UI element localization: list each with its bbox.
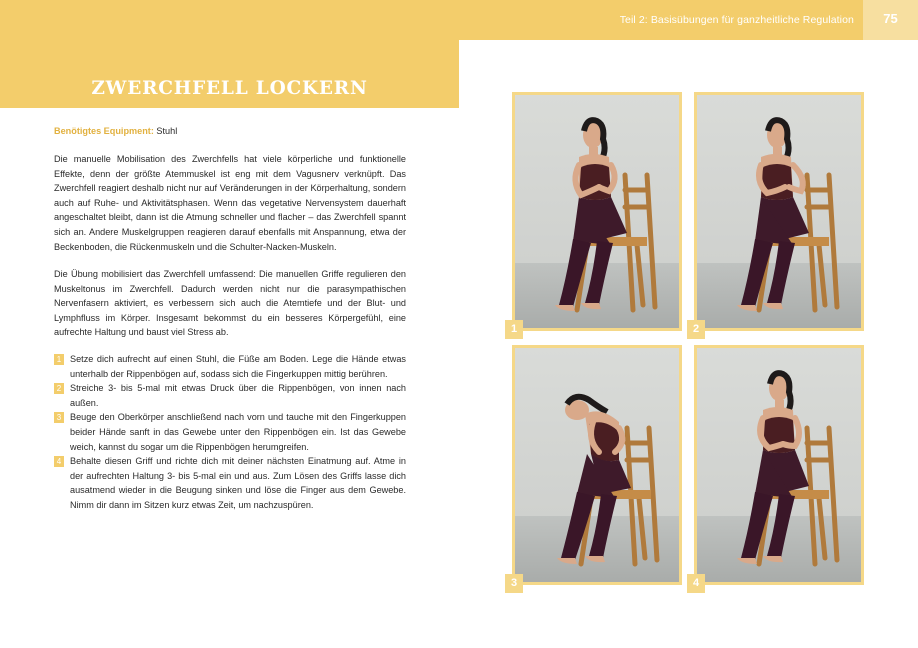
equipment-label: Benötigtes Equipment: xyxy=(54,126,154,136)
step-number: 2 xyxy=(54,383,64,394)
step-number: 3 xyxy=(54,412,64,423)
photo-number-badge: 3 xyxy=(505,574,523,593)
photo-frame xyxy=(512,345,682,585)
step-text: Beuge den Oberkörper anschließend nach vorn und tauche mit den Fingerkuppen beider Hände sanft in das Gewebe unter den Rippenbögen ein. Ist das Gewebe weich, kannst du sogar um die Rippenbögen herumgreifen. xyxy=(70,412,406,452)
step-item xyxy=(54,352,406,381)
exercise-photo xyxy=(697,348,861,582)
seated-woman-illustration xyxy=(515,95,679,328)
seated-woman-illustration xyxy=(697,348,861,582)
paragraph: Die manuelle Mobilisation des Zwerchfells hat viele körperliche und funktionelle Effekte, denn der größte Atemmuskel ist eng mit dem Vagusnerv verknüpft. Das Zwerchfell reagiert deshalb nicht nur auf Veränderungen in der Körperhaltung, sondern auch auf Ruhe- und Aktivitätsphasen. Wenn das vegetative Nervensystem dauerhaft angeschaltet bleibt, dann ist die Atmung schneller und flacher – das Zwerchfell spannt sich an. Andere Muskelgruppen reagieren darauf ebenfalls mit Anspannung, etwa der Beckenboden, die Rückenmuskeln und die Schulter-Nacken-Muskeln. xyxy=(54,154,406,252)
photo-number-badge: 4 xyxy=(687,574,705,593)
bent-forward-woman-illustration xyxy=(515,348,679,582)
step-item xyxy=(54,454,406,512)
step-text: Setze dich aufrecht auf einen Stuhl, die Füße am Boden. Lege die Hände etwas unterhalb der Rippenbögen auf, sodass sich die Fingerkuppen mittig berühren. xyxy=(70,354,406,379)
equipment-value: Stuhl xyxy=(156,126,178,136)
step-list xyxy=(54,352,406,513)
exercise-photo xyxy=(697,95,861,328)
page-title: ZWERCHFELL LOCKERN xyxy=(91,78,368,99)
step-text: Behalte diesen Griff und richte dich mit deiner nächsten Einatmung auf. Atme in der aufrechten Haltung 3- bis 5-mal ein und aus. Zum Lösen des Griffs lasse dich ausatmend wieder in die Beugung sinken und löse die Finger aus dem Gewebe. Nimm dir dann im Sitzen kurz etwas Zeit, um nachzuspüren. xyxy=(70,456,406,510)
step-number: 1 xyxy=(54,354,64,365)
seated-woman-illustration xyxy=(697,95,861,328)
exercise-photo xyxy=(515,348,679,582)
page-number: 75 xyxy=(883,11,898,26)
exercise-photo xyxy=(515,95,679,328)
photo-number-badge: 1 xyxy=(505,320,523,339)
equipment-line xyxy=(54,124,406,139)
section-label: Teil 2: Basisübungen für ganzheitliche Regulation xyxy=(619,14,854,26)
paragraph: Die Übung mobilisiert das Zwerchfell umfassend: Die manuellen Griffe regulieren den Muskeltonus im Zwerchfell. Dadurch werden nicht nur die parasympathischen Nervenfasern aktiviert, es verbessern sich auch die Atemtiefe und der Blut- und Lymphfluss im Körper. Insgesamt bekommst du ein besseres Körpergefühl, eine aufrechte Haltung und baust viel Stress ab. xyxy=(54,269,406,338)
photo-frame xyxy=(512,92,682,331)
page-number-box xyxy=(863,0,918,40)
step-item xyxy=(54,410,406,454)
step-number: 4 xyxy=(54,456,64,467)
photo-frame xyxy=(694,92,864,331)
photo-frame xyxy=(694,345,864,585)
photo-number-badge: 2 xyxy=(687,320,705,339)
step-item xyxy=(54,381,406,410)
step-text: Streiche 3- bis 5-mal mit etwas Druck über die Rippenbögen, von innen nach außen. xyxy=(70,383,406,408)
